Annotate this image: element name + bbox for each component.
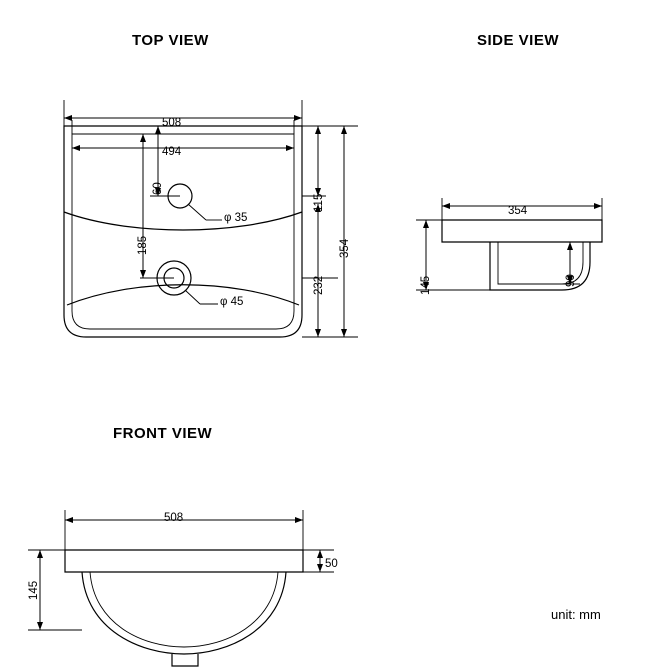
- dim-top-faucet-to-front: 232: [313, 275, 325, 295]
- view-title-front: FRONT VIEW: [113, 425, 213, 442]
- dim-side-overall-height: 145: [420, 275, 432, 295]
- dim-front-overall-width: 508: [164, 512, 184, 524]
- dim-top-faucet-offset: 60: [152, 182, 164, 195]
- top-view-geometry: [40, 100, 440, 400]
- dim-top-inner-width: 494: [162, 146, 182, 158]
- dim-side-bowl-depth: 90: [565, 274, 577, 287]
- front-view-geometry: [20, 490, 360, 670]
- dim-front-rim-height: 50: [325, 558, 338, 570]
- dim-top-rear-to-faucet: 115: [313, 193, 325, 212]
- dim-front-overall-height: 145: [28, 580, 40, 600]
- dim-top-drain-hole-dia: φ 45: [220, 296, 244, 308]
- view-title-top: TOP VIEW: [132, 32, 209, 49]
- dim-side-overall-depth: 354: [508, 205, 528, 217]
- view-title-side: SIDE VIEW: [477, 32, 560, 49]
- dim-top-overall-depth: 354: [339, 238, 351, 258]
- dim-top-faucet-hole-dia: φ 35: [224, 212, 248, 224]
- dim-top-overall-width: 508: [162, 117, 182, 129]
- dim-top-bowl-front-offset: 185: [137, 235, 149, 255]
- unit-note: unit: mm: [551, 607, 601, 622]
